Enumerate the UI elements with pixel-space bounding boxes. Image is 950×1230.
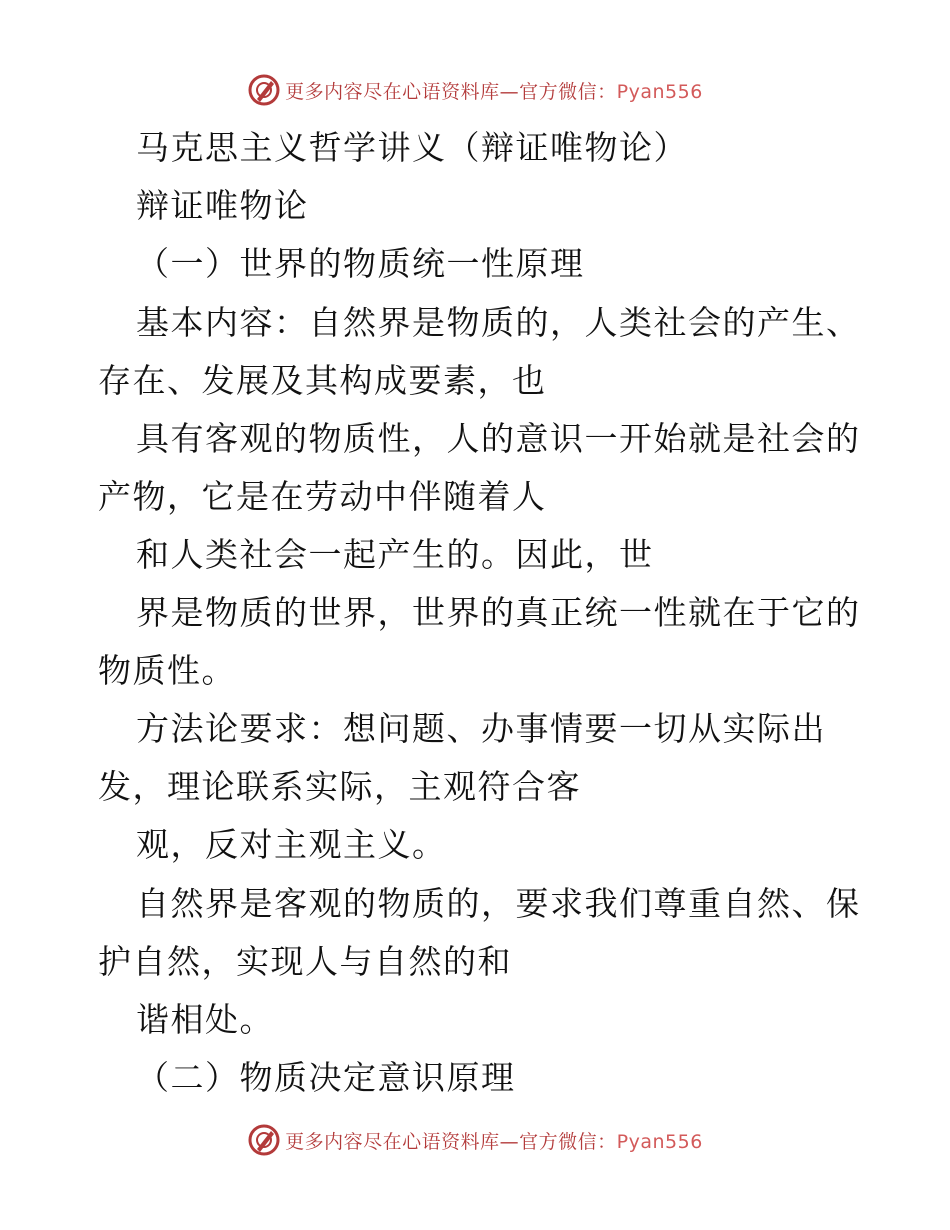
text-line: 自然界是客观的物质的，要求我们尊重自然、保 — [136, 884, 861, 923]
pen-logo-icon — [247, 73, 281, 107]
text-line: 观，反对主观主义。 — [136, 825, 447, 864]
subsection-heading: （一）世界的物质统一性原理 — [136, 244, 585, 283]
pen-logo-icon — [247, 1123, 281, 1157]
watermark-text: 更多内容尽在心语资料库—官方微信：Pyan556 — [285, 1130, 703, 1153]
text-line: 方法论要求：想问题、办事情要一切从实际出 — [136, 709, 826, 748]
subsection-heading: （二）物质决定意识原理 — [136, 1058, 516, 1097]
section-heading: 辩证唯物论 — [136, 186, 309, 225]
document-title: 马克思主义哲学讲义（辩证唯物论） — [136, 128, 688, 167]
text-line: 发，理论联系实际，主观符合客 — [98, 767, 581, 806]
footer-watermark — [0, 1120, 950, 1160]
text-line: 产物，它是在劳动中伴随着人 — [98, 477, 547, 516]
text-line: 护自然，实现人与自然的和 — [98, 942, 512, 981]
text-line: 具有客观的物质性，人的意识一开始就是社会的 — [136, 419, 861, 458]
text-line: 基本内容：自然界是物质的，人类社会的产生、 — [136, 303, 861, 342]
text-line: 谐相处。 — [136, 1000, 274, 1039]
header-watermark — [0, 70, 950, 110]
text-line: 物质性。 — [98, 651, 236, 690]
text-line: 和人类社会一起产生的。因此，世 — [136, 535, 654, 574]
text-line: 界是物质的世界，世界的真正统一性就在于它的 — [136, 593, 861, 632]
watermark-text: 更多内容尽在心语资料库—官方微信：Pyan556 — [285, 80, 703, 103]
text-line: 存在、发展及其构成要素，也 — [98, 361, 547, 400]
